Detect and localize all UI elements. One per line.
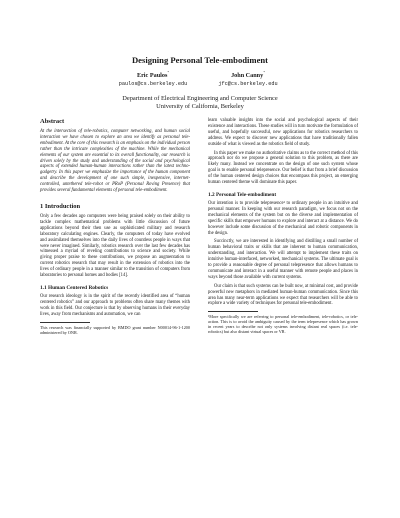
author-email[interactable]: jfc@cs.berkeley.edu	[218, 80, 278, 87]
author-block	[200, 72, 296, 88]
introduction-heading: 1 Introduction	[40, 202, 81, 210]
subsection-heading-human-centered-robotics: 1.1 Human Centered Robotics	[40, 284, 109, 291]
author-mark: *	[263, 70, 265, 74]
human-centered-paragraph: Our research ideology is in the spirit of the recently identified area of “human centered robotics” and our approach to problems often share many themes with work in this field. Our conjecture is that by observing humans in their everyday lives, away from mechanisms and automation, we can	[40, 293, 190, 317]
author-email[interactable]: paulos@cs.berkeley.edu	[118, 80, 188, 87]
abstract-heading: Abstract	[40, 118, 65, 125]
affiliation-university: University of California, Berkeley	[156, 103, 244, 110]
left-column	[40, 118, 190, 335]
affiliation-department: Department of Electrical Engineering and Computer Science	[122, 95, 278, 102]
body-paragraph: Our intention is to provide telepresence¹ to ordinary people in an intuitive and personal manner. In keeping with our research paradigm, we focus not on the mechanical elements of the system but on the diverse and implementation of specific skills that empower humans to explore and interact at a distance. We do however include some discussion of the mechanical and robotic components in the design.	[208, 200, 358, 236]
telepresence-footnote: ¹More specifically we are referring to personal tele-embodiment, tele-robotics, or tele-action. This is to avoid the ambiguity caused by the term telepresence which has grown in recent years to describe not only systems involving distant real spaces (i.e. tele-robotics) but also distant virtual spaces or VR.	[208, 314, 358, 335]
right-column	[208, 118, 358, 334]
subsection-heading-personal-tele-embodiment: 1.2 Personal Tele-embodiment	[208, 191, 277, 198]
affiliation	[0, 95, 400, 111]
body-paragraph: In this paper we make no authoritative claims as to the correct method of this approach nor do we propose a general solution to this problem, as there are likely many. Instead we concentrate on the design of one such system whose goal is to enable personal telepresence. Our belief is that from a brief discussion of the human centered design choices that encompass this project, an emerging human centered theme will dominate this paper.	[208, 150, 358, 186]
footnote-rule	[208, 311, 258, 312]
author-name: John Canny	[231, 72, 264, 79]
footnote-rule	[40, 322, 90, 323]
author-name: Eric Paulos	[136, 72, 168, 79]
abstract-text: At the intersection of tele-robotics, computer networking, and human social interaction we have chosen to explore an area we identify as personal tele-embodiment. At the core of this research is an emphasis on the individual person rather than the intricate complexities of the machine. While the mechanical elements of our system are essential to its overall functionality, our research is driven solely by the study and understanding of the social and psychological aspects of extended human-human interactions rather than the latest techno-gadgetry. In this paper we emphasize the importance of the human component and describe the development of one such simple, inexpensive, internet-controlled, untethered tele-robot or PRoP (Personal Roving Presence) that provides several fundamental elements of personal tele-embodiment.	[40, 129, 190, 194]
author-block	[105, 72, 201, 88]
introduction-paragraph: Only a few decades ago computers were being praised solely on their ability to tackle complex mathematical problems with little discussion of future applications beyond their then use as sophisticated military and research laboratory calculating engines. Clearly, the computers of today have evolved and assimilated themselves into the daily lives of countless people in ways that were never imagined. Similarly, robotics research over the last few decades has witnessed a myriad of reveling contributions to science and society. While giving proper praise to these contributions, we propose an augmentation to current robotics research that may result in the extension of robotics into the lives of ordinary people in a manner similar to the transition of computers from laboratories to personal homes and bodies [14].	[40, 213, 190, 279]
body-paragraph: Succinctly, we are interested in identifying and distilling a small number of human behavioral traits or skills that are inherent to human communication, understanding, and interaction. We will attempt to implement these traits on intuitive human-interfaced, networked, mechanical systems. The ultimate goal is to provide a reasonable degree of personal telepresence that allows humans to communicate and interact in a useful manner with remote people and places in ways beyond those available with current systems.	[208, 239, 358, 280]
paper-title: Designing Personal Tele-embodiment	[131, 55, 269, 65]
author-mark: *	[167, 70, 170, 74]
body-paragraph: Our claim is that such systems can be built now, at minimal cost, and provide powerful new metaphors in mediated human-human communication. Since this area has many near-term applications we expect that researchers will be able to explore a wide variety of techniques for personal tele-embodiment.	[208, 283, 358, 307]
funding-footnote: This research was financially supported by BMDO grant number N00014-96-1-1200 administered by ONR.	[40, 324, 190, 335]
body-paragraph: learn valuable insights into the social and psychological aspects of their existence and interactions. These studies will in turn motivate the formulation of useful, and hopefully successful, new applications for robotics researchers to address. We expect to discover new applications that have traditionally fallen outside of what is viewed as the robotics field of study.	[208, 118, 358, 147]
